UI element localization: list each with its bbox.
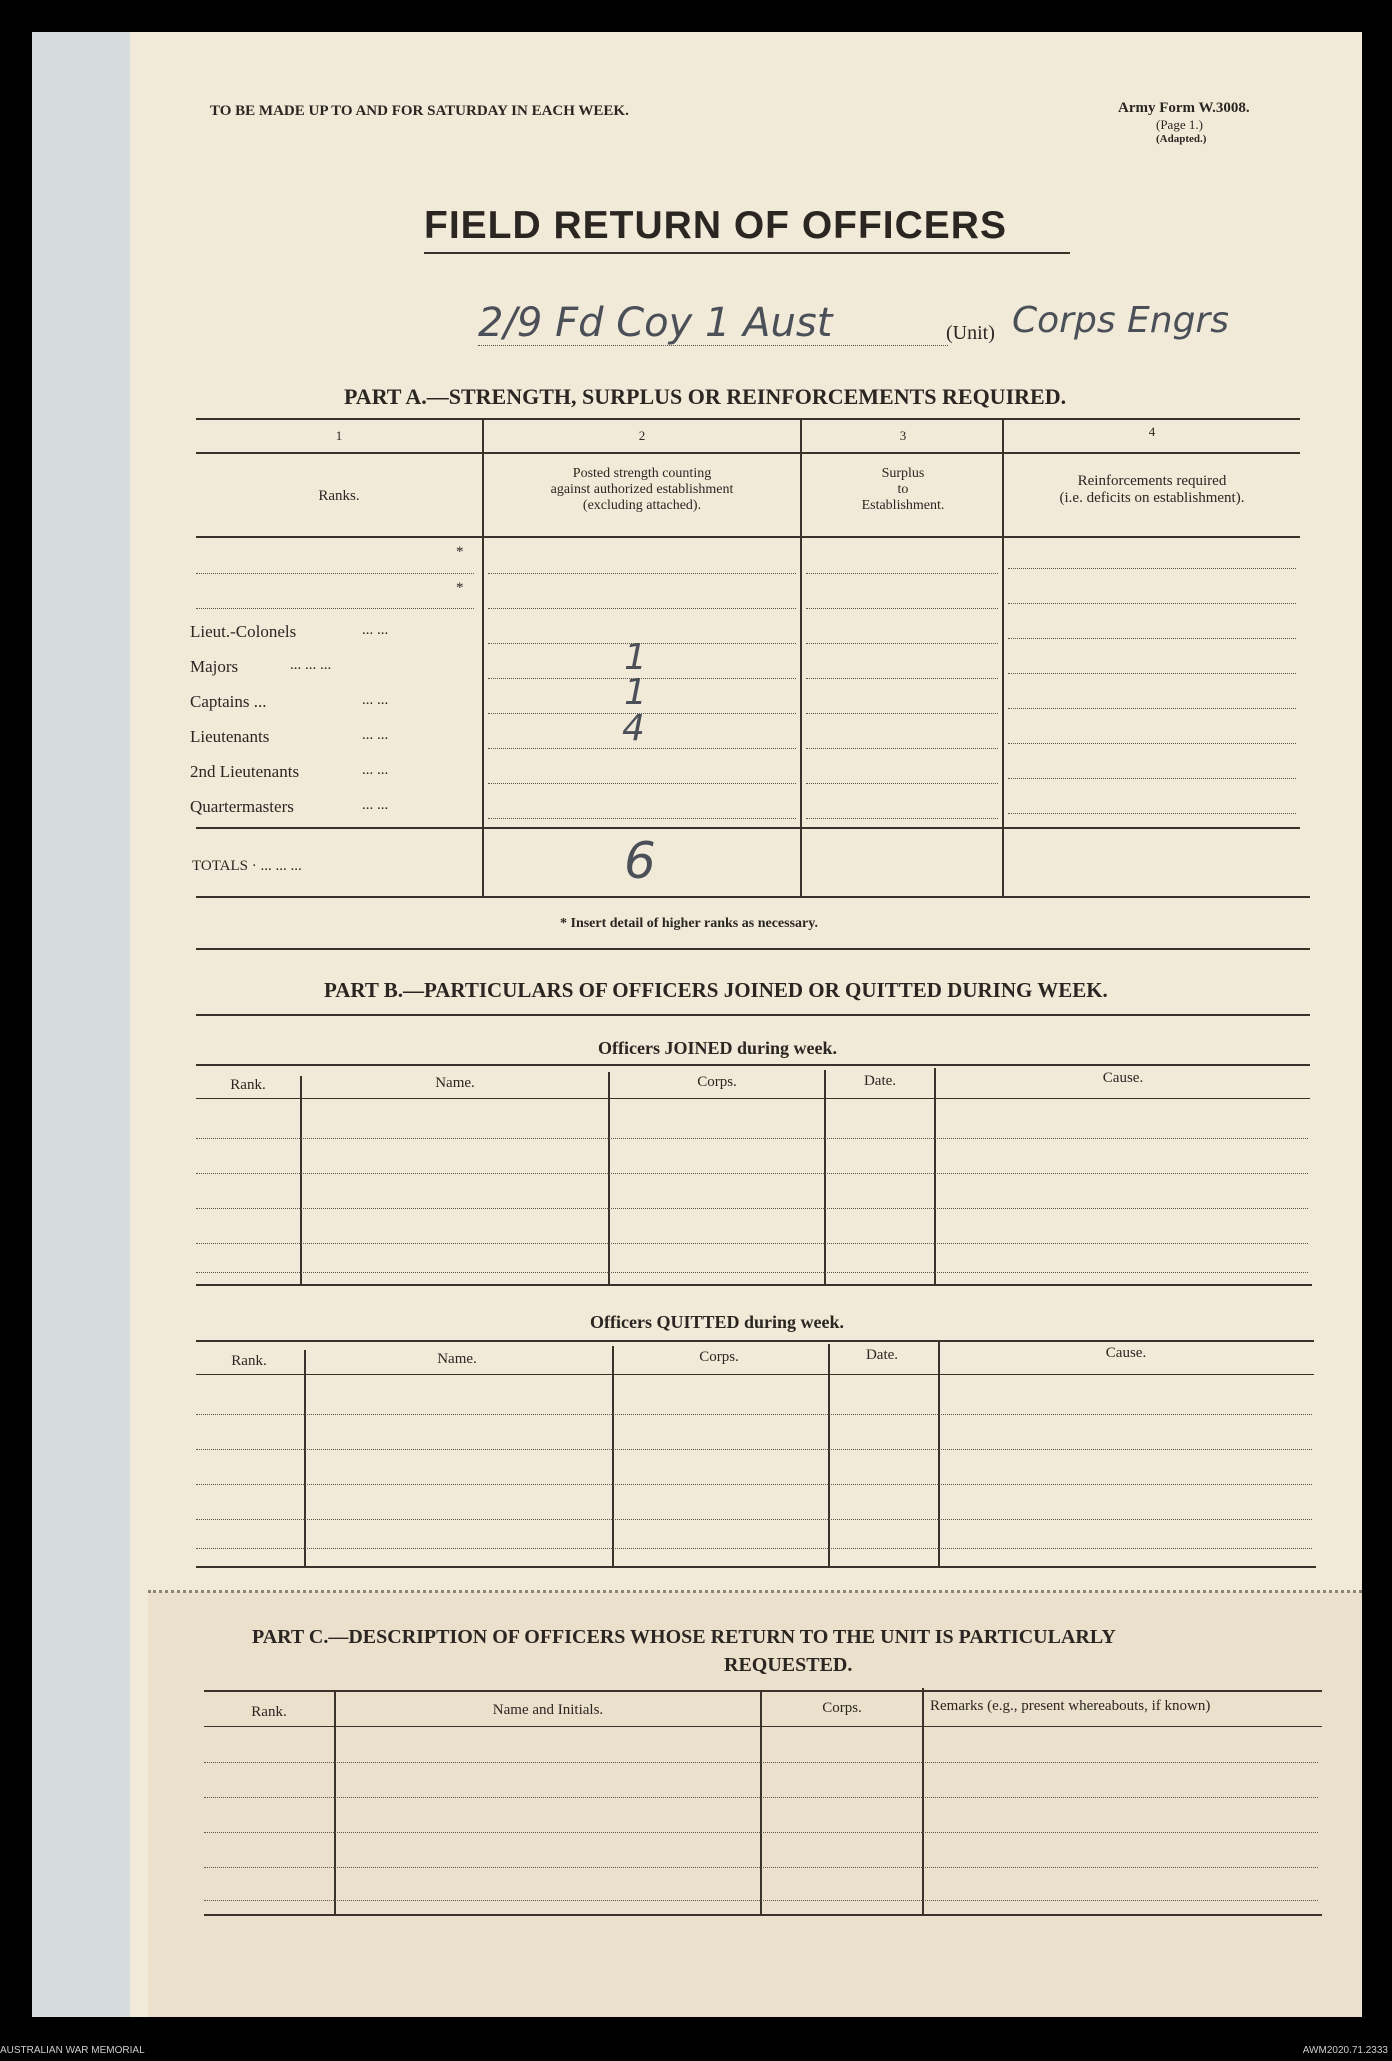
- joined-header-name: Name.: [435, 1075, 475, 1091]
- unit-label: (Unit): [946, 322, 995, 344]
- part-a-footnote-rule: [196, 948, 1310, 950]
- part-b-title-rule: [196, 1014, 1310, 1016]
- part-a-col-divider-1: [482, 418, 484, 898]
- form-page: (Page 1.): [1156, 117, 1203, 132]
- part-a-title: PART A.—STRENGTH, SURPLUS OR REINFORCEMENTS REQUIRED.: [344, 384, 1067, 409]
- quitted-header-date: Date.: [865, 1347, 899, 1363]
- part-a-header-rule: [196, 536, 1300, 538]
- part-c-top-rule: [204, 1690, 1322, 1692]
- unit-handwritten: 2/9 Fd Coy 1 Aust: [478, 300, 833, 346]
- footer-right: AWM2020.71.2333: [1302, 2045, 1388, 2056]
- col-number-2: 2: [638, 428, 646, 443]
- part-c-title-line2: REQUESTED.: [724, 1654, 853, 1676]
- quitted-bottom-rule: [196, 1566, 1316, 1568]
- joined-bottom-rule: [196, 1284, 1312, 1286]
- part-a-col-divider-3: [1002, 418, 1004, 898]
- instruction-text: TO BE MADE UP TO AND FOR SATURDAY IN EACH WEEK.: [210, 103, 629, 119]
- header-ranks: Ranks.: [318, 488, 360, 504]
- quitted-header-name: Name.: [437, 1351, 477, 1367]
- quitted-top-rule: [196, 1340, 1314, 1342]
- title-underline: [424, 252, 1070, 254]
- perforation-line: [148, 1590, 1362, 1593]
- unit-line: [478, 345, 948, 346]
- quitted-header-cause: Cause.: [1105, 1345, 1147, 1361]
- part-c-header-remarks: Remarks (e.g., present whereabouts, if known): [930, 1698, 1211, 1714]
- joined-title: Officers JOINED during week.: [598, 1038, 837, 1058]
- col-number-4: 4: [1148, 424, 1156, 439]
- joined-header-cause: Cause.: [1102, 1070, 1144, 1086]
- header-surplus: Surplus to Establishment.: [861, 466, 945, 513]
- part-c-title-line1: PART C.—DESCRIPTION OF OFFICERS WHOSE RETURN TO THE UNIT IS PARTICULARLY: [252, 1626, 1116, 1648]
- part-a-footnote: * Insert detail of higher ranks as necessary.: [560, 916, 818, 931]
- quitted-header-rank: Rank.: [231, 1353, 267, 1369]
- totals-posted: 6: [624, 832, 656, 890]
- part-c-header-rule: [204, 1726, 1322, 1727]
- part-a-top-rule: [196, 418, 1300, 420]
- part-a-col-divider-2: [800, 418, 802, 898]
- part-a-number-rule: [196, 452, 1300, 454]
- joined-header-rule: [196, 1098, 1310, 1099]
- part-a-totals-rule: [196, 827, 1300, 829]
- quitted-header-corps: Corps.: [699, 1349, 739, 1365]
- col-number-1: 1: [335, 428, 343, 443]
- part-c-header-rank: Rank.: [251, 1704, 287, 1720]
- quitted-header-rule: [196, 1374, 1314, 1375]
- part-b-title: PART B.—PARTICULARS OF OFFICERS JOINED OR QUITTED DURING WEEK.: [324, 978, 1108, 1002]
- unit-handwritten-tail: Corps Engrs: [1012, 300, 1229, 341]
- backing-sheet: [32, 32, 132, 2017]
- page-title: FIELD RETURN OF OFFICERS: [424, 204, 1007, 247]
- part-c-header-name: Name and Initials.: [492, 1702, 604, 1718]
- joined-top-rule: [196, 1064, 1310, 1066]
- header-posted: Posted strength counting against authorized establishment (excluding attached).: [550, 466, 734, 513]
- form-number: Army Form W.3008.: [1118, 100, 1250, 116]
- joined-header-rank: Rank.: [230, 1077, 266, 1093]
- part-c-header-corps: Corps.: [822, 1700, 862, 1716]
- form-adapted: (Adapted.): [1156, 133, 1207, 145]
- totals-label: TOTALS · ... ... ...: [192, 858, 302, 874]
- joined-header-date: Date.: [863, 1073, 897, 1089]
- joined-header-corps: Corps.: [697, 1074, 737, 1090]
- quitted-title: Officers QUITTED during week.: [590, 1312, 844, 1332]
- footer-left: AUSTRALIAN WAR MEMORIAL: [0, 2045, 145, 2056]
- part-c-bottom-rule: [204, 1914, 1322, 1916]
- col-number-3: 3: [899, 428, 907, 443]
- header-reinforcements: Reinforcements required (i.e. deficits on establishment).: [1059, 473, 1245, 506]
- part-a-bottom-rule: [196, 896, 1310, 898]
